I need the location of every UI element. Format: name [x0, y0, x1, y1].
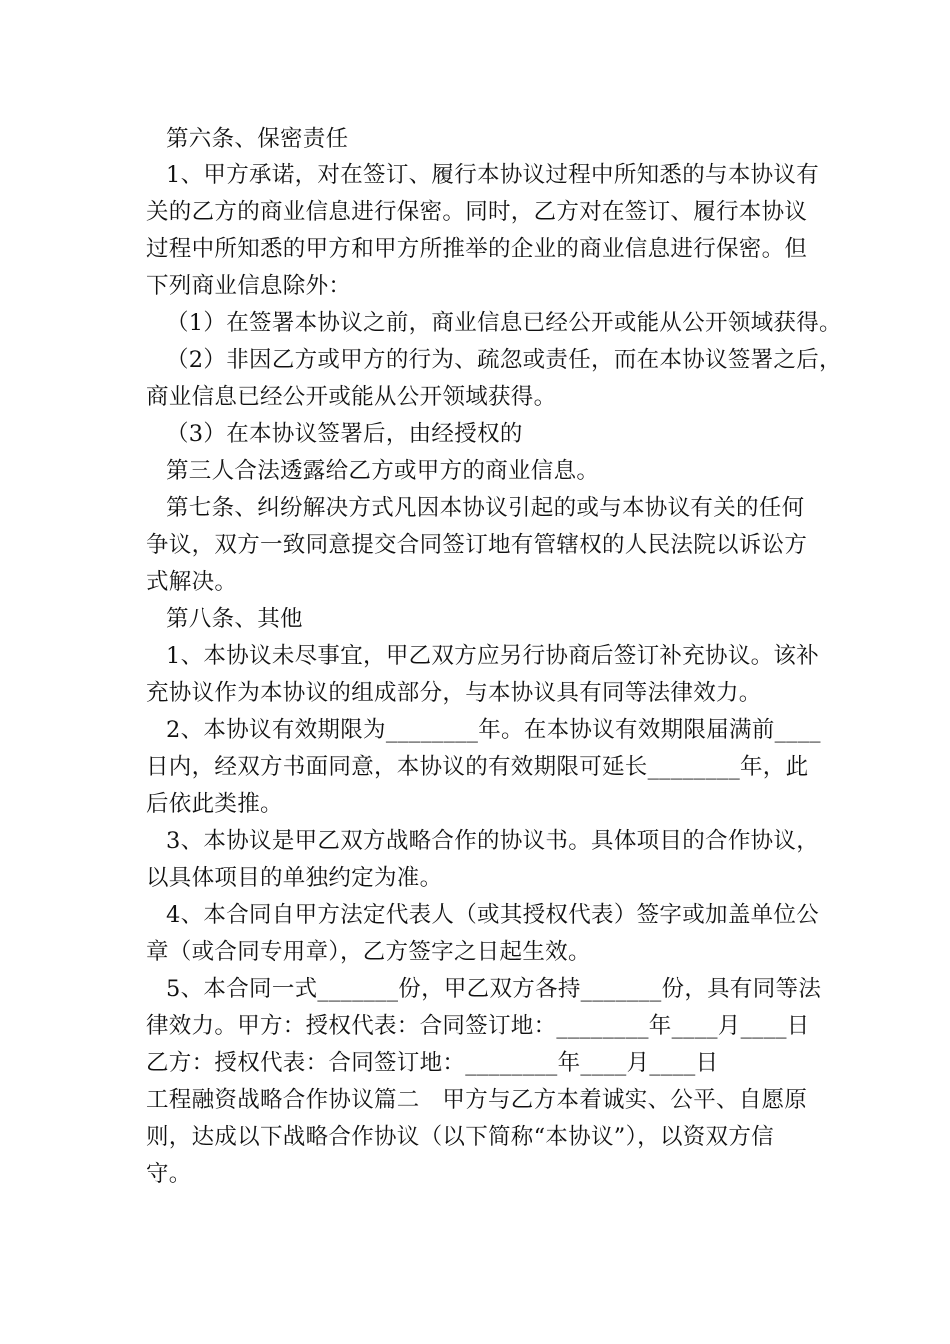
article-6-heading: 第六条、保密责任: [166, 126, 349, 152]
paragraph-line: 关的乙方的商业信息进行保密。同时，乙方对在签订、履行本协议: [146, 199, 808, 225]
section-2-title-line: 工程融资战略合作协议篇二 甲方与乙方本着诚实、公平、自愿原: [146, 1087, 808, 1113]
paragraph-line: 2、本协议有效期限为________年。在本协议有效期限届满前____: [166, 717, 821, 743]
paragraph-line: 商业信息已经公开或能从公开领域获得。: [146, 384, 557, 410]
paragraph-line: 章（或合同专用章），乙方签字之日起生效。: [146, 939, 591, 965]
paragraph-line: 后依此类推。: [146, 791, 283, 817]
paragraph-line: （3）在本协议签署后，由经授权的: [166, 421, 523, 447]
paragraph-line: 律效力。甲方：授权代表：合同签订地：________年____月____日: [146, 1013, 810, 1039]
paragraph-line: 争议，双方一致同意提交合同签订地有管辖权的人民法院以诉讼方: [146, 532, 808, 558]
paragraph-line: 1、本协议未尽事宜，甲乙双方应另行协商后签订补充协议。该补: [166, 643, 820, 669]
paragraph-line: 5、本合同一式_______份，甲乙双方各持_______份，具有同等法: [166, 976, 822, 1002]
paragraph-line: 式解决。: [146, 569, 238, 595]
paragraph-line: 以具体项目的单独约定为准。: [146, 865, 443, 891]
paragraph-line: 第三人合法透露给乙方或甲方的商业信息。: [166, 458, 600, 484]
paragraph-line: 则，达成以下战略合作协议（以下简称“本协议”），以资双方信: [146, 1124, 774, 1150]
paragraph-line: 日内，经双方书面同意，本协议的有效期限可延长________年，此: [146, 754, 809, 780]
paragraph-line: 乙方：授权代表：合同签订地：________年____月____日: [146, 1050, 719, 1076]
article-8-heading: 第八条、其他: [166, 606, 303, 632]
article-7-heading: 第七条、纠纷解决方式凡因本协议引起的或与本协议有关的任何: [166, 495, 805, 521]
paragraph-line: 下列商业信息除外：: [146, 273, 352, 299]
paragraph-line: （2）非因乙方或甲方的行为、疏忽或责任，而在本协议签署之后，: [166, 347, 842, 373]
paragraph-line: 1、甲方承诺，对在签订、履行本协议过程中所知悉的与本协议有: [166, 162, 820, 188]
paragraph-line: 守。: [146, 1161, 192, 1187]
paragraph-line: 3、本协议是甲乙双方战略合作的协议书。具体项目的合作协议，: [166, 828, 820, 854]
paragraph-line: 过程中所知悉的甲方和甲方所推举的企业的商业信息进行保密。但: [146, 236, 808, 262]
paragraph-line: 充协议作为本协议的组成部分，与本协议具有同等法律效力。: [146, 680, 762, 706]
paragraph-line: 4、本合同自甲方法定代表人（或其授权代表）签字或加盖单位公: [166, 902, 820, 928]
paragraph-line: （1）在签署本协议之前，商业信息已经公开或能从公开领域获得。: [166, 310, 842, 336]
